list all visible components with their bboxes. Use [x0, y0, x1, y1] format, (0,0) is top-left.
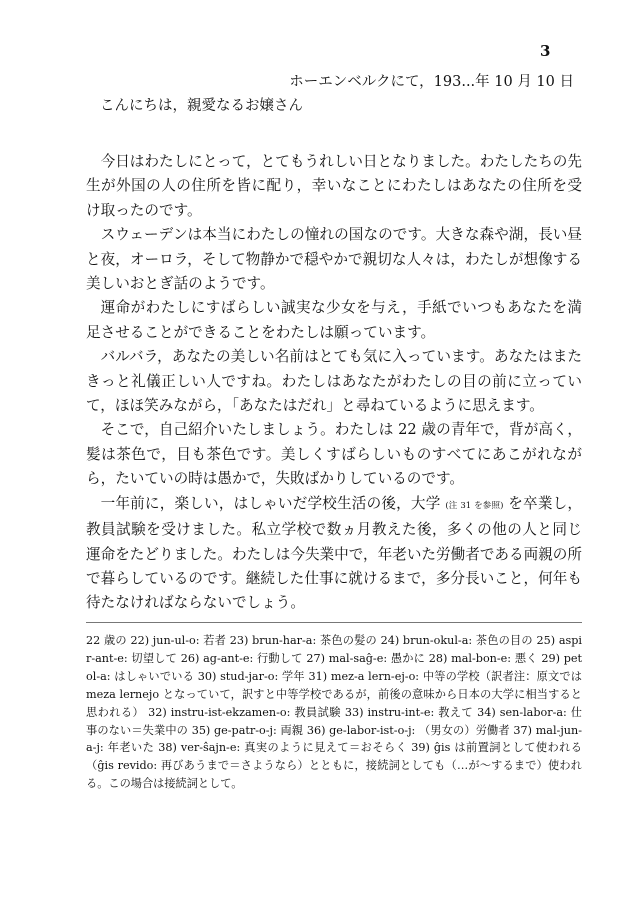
- paragraph: 運命がわたしにすばらしい誠実な少女を与え，手紙でいつもあなたを満足させることができることをわたしは願っています。: [86, 299, 582, 341]
- paragraph: バルバラ，あなたの美しい名前はとても気に入っています。あなたはまたきっと礼儀正しい人ですね。わたしはあなたがわたしの目の前に立っていて，ほほ笑みながら，「あなたはだれ」と尋ねているように思えます。: [86, 348, 582, 415]
- paragraph: そこで，自己紹介いたしましょう。わたしは 22 歳の青年で，背が高く，髪は茶色で，目も茶色です。美しくすばらしいものすべてにあこがれながら，たいていの時は愚かで，失敗ばかりしているのです。: [86, 421, 582, 488]
- footnote-text: 22 歳の 22) jun-ul-o: 若者 23) brun-har-a: 茶色の髪の 24) brun-okul-a: 茶色の目の 25) aspir-ant-e: 切望して 26) ag-ant-e: 行動して 27) mal-saĝ-e: 愚かに 28) mal-bon-e: 悪く 29) petol-a: はしゃいでいる 30) stud-jar-o: 学年 31) mez-a lern-ej-o: 中等の学校（訳者注：原文では meza lernejo となっていて，訳すと中等学校であるが，前後の意味から日本の大学に相当すると思われる） 32) instru-ist-ekzamen-o: 教員試験 33) instru-int-e: 教えて 34) sen-labor-a: 仕事のない＝失業中の 35) ge-patr-o-j: 両親 36) ge-labor-ist-o-j: （男女の）労働者 37) mal-jun-a-j: 年老いた 38) ver-ŝajn-e: 真実のように見えて＝おそらく 39) ĝis は前置詞として使われる（ĝis revido: 再びあうまで＝さようなら）とともに，接続詞としても（…が～するまで）使われる。この場合は接続詞として。: [86, 634, 582, 791]
- note-reference: (注 31 を参照): [445, 500, 504, 511]
- paragraph: スウェーデンは本当にわたしの憧れの国なのです。大きな森や湖，長い昼と夜，オーロラ，そして物静かで穏やかで親切な人々は，わたしが想像する美しいおとぎ話のようです。: [86, 226, 582, 293]
- paragraph: 今日はわたしにとって，とてもうれしい日となりました。わたしたちの先生が外国の人の住所を皆に配り，幸いなことにわたしはあなたの住所を受け取ったのです。: [86, 153, 582, 219]
- page-number: 3: [540, 42, 551, 60]
- paragraph: [86, 492, 582, 616]
- paragraph-text: 一年前に，楽しい，はしゃいだ学校生活の後，大学: [100, 494, 441, 512]
- salutation: こんにちは，親愛なるお嬢さん: [100, 98, 303, 114]
- footnote-divider: [86, 622, 582, 623]
- paragraph-text: を卒業し，教員試験を受けました。私立学校で数ヵ月教えた後，多くの他の人と同じ運命をたどりました。わたしは今失業中で，年老いた労働者である両親の所で暮らしているのです。継続した仕事に就けるまで，多分長いこと，何年も待たなければならないでしょう。: [86, 494, 582, 612]
- letter-body: [86, 150, 582, 616]
- dateline: ホーエンベルクにて，193...年 10 月 10 日: [289, 74, 574, 90]
- footnotes: [86, 632, 582, 793]
